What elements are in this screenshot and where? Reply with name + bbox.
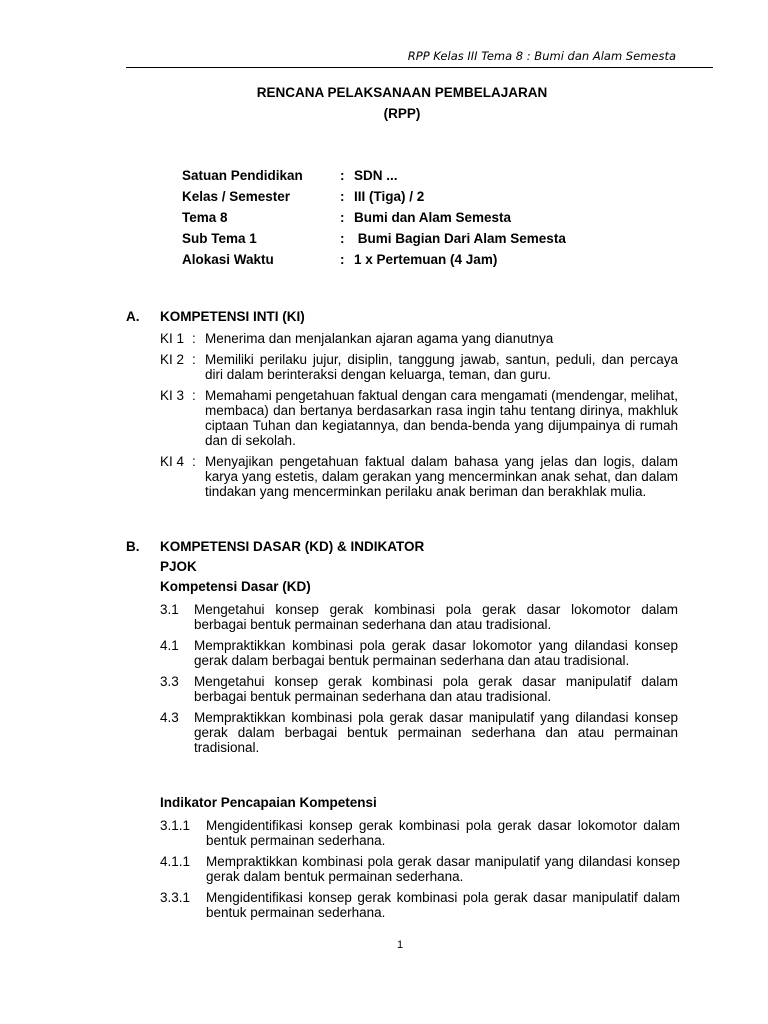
list-item [160, 352, 678, 382]
identity-label: Sub Tema 1 [182, 231, 257, 246]
identity-row [182, 249, 566, 270]
section-letter: A. [126, 309, 140, 324]
ki-text: Menerima dan menjalankan ajaran agama yang dianutnya [205, 331, 554, 346]
list-item [160, 638, 678, 668]
ki-text: Memiliki perilaku jujur, disiplin, tanggung jawab, santun, peduli, dan percaya diri dalam berinteraksi dengan keluarga, teman, dan guru. [205, 352, 678, 382]
kd-code: 4.1 [160, 638, 179, 653]
list-item [160, 674, 678, 704]
identity-value: 1 x Pertemuan (4 Jam) [354, 252, 498, 267]
list-item [160, 890, 680, 920]
identity-label: Tema 8 [182, 210, 228, 225]
identity-row [182, 165, 566, 186]
list-item [160, 331, 678, 346]
identity-value: III (Tiga) / 2 [354, 189, 425, 204]
identity-value: Bumi Bagian Dari Alam Semesta [354, 231, 566, 246]
identity-row [182, 207, 566, 228]
ki-code: KI 2 [160, 352, 185, 367]
ki-list [160, 331, 678, 505]
indicator-heading: Indikator Pencapaian Kompetensi [160, 795, 377, 810]
list-item [160, 854, 680, 884]
identity-value: SDN ... [354, 168, 398, 183]
ki-code: KI 4 [160, 454, 185, 469]
indicator-code: 3.1.1 [160, 818, 191, 833]
indicator-text: Mengidentifikasi konsep gerak kombinasi pola gerak dasar lokomotor dalam bentuk permainan sederhana. [206, 818, 680, 848]
section-title: KOMPETENSI DASAR (KD) & INDIKATOR [160, 539, 425, 554]
indicator-code: 3.3.1 [160, 890, 191, 905]
title-line-1: RENCANA PELAKSANAAN PEMBELAJARAN [256, 85, 548, 100]
ki-colon: : [192, 388, 196, 403]
list-item [160, 388, 678, 448]
header-rule [126, 67, 713, 68]
list-item [160, 454, 678, 499]
kd-text: Mempraktikkan kombinasi pola gerak dasar manipulatif yang dilandasi konsep gerak dalam berbagai bentuk permainan sederhana dan atau permainan tradisional. [194, 710, 678, 755]
kd-list [160, 602, 678, 761]
identity-colon: : [340, 189, 345, 204]
ki-text: Memahami pengetahuan faktual dengan cara mengamati (mendengar, melihat, membaca) dan bertanya berdasarkan rasa ingin tahu tentang dirinya, makhluk ciptaan Tuhan dan kegiatannya, dan benda-benda yang dijumpainya di rumah dan di sekolah. [205, 388, 678, 448]
kd-text: Mempraktikkan kombinasi pola gerak dasar lokomotor yang dilandasi konsep gerak dalam berbagai bentuk permainan sederhana dan atau tradisional. [194, 638, 678, 668]
identity-value: Bumi dan Alam Semesta [354, 210, 512, 225]
page-number: 1 [396, 939, 404, 951]
identity-colon: : [340, 231, 345, 246]
identity-row [182, 228, 566, 249]
list-item [160, 818, 680, 848]
indicator-text: Mempraktikkan kombinasi pola gerak dasar manipulatif yang dilandasi konsep gerak dalam bentuk permainan sederhana. [206, 854, 680, 884]
ki-colon: : [192, 454, 196, 469]
subject-heading: PJOK [160, 559, 197, 574]
identity-colon: : [340, 252, 345, 267]
section-letter: B. [126, 539, 140, 554]
list-item [160, 710, 678, 755]
indicator-code: 4.1.1 [160, 854, 191, 869]
kd-text: Mengetahui konsep gerak kombinasi pola gerak dasar lokomotor dalam berbagai bentuk permainan sederhana dan atau tradisional. [194, 602, 678, 632]
ki-text: Menyajikan pengetahuan faktual dalam bahasa yang jelas dan logis, dalam karya yang estetis, dalam gerakan yang mencerminkan anak sehat, dan dalam tindakan yang mencerminkan perilaku anak beriman dan berakhlak mulia. [205, 454, 678, 499]
kd-code: 3.3 [160, 674, 179, 689]
list-item [160, 602, 678, 632]
kd-code: 4.3 [160, 710, 179, 725]
identity-row [182, 186, 566, 207]
kd-text: Mengetahui konsep gerak kombinasi pola gerak dasar manipulatif dalam berbagai bentuk permainan sederhana dan atau tradisional. [194, 674, 678, 704]
kd-heading: Kompetensi Dasar (KD) [160, 579, 311, 594]
ki-code: KI 1 [160, 331, 185, 346]
ki-colon: : [192, 331, 196, 346]
kd-code: 3.1 [160, 602, 179, 617]
document-title [126, 82, 678, 124]
identity-colon: : [340, 168, 345, 183]
ki-colon: : [192, 352, 196, 367]
title-line-2: (RPP) [383, 106, 421, 121]
running-header: RPP Kelas III Tema 8 : Bumi dan Alam Semesta [407, 49, 676, 63]
identity-table [182, 165, 566, 270]
identity-label: Alokasi Waktu [182, 252, 274, 267]
section-title: KOMPETENSI INTI (KI) [160, 309, 305, 324]
indicator-list [160, 818, 680, 926]
identity-label: Satuan Pendidikan [182, 168, 303, 183]
identity-label: Kelas / Semester [182, 189, 291, 204]
identity-colon: : [340, 210, 345, 225]
indicator-text: Mengidentifikasi konsep gerak kombinasi pola gerak dasar manipulatif dalam bentuk permainan sederhana. [206, 890, 680, 920]
ki-code: KI 3 [160, 388, 185, 403]
